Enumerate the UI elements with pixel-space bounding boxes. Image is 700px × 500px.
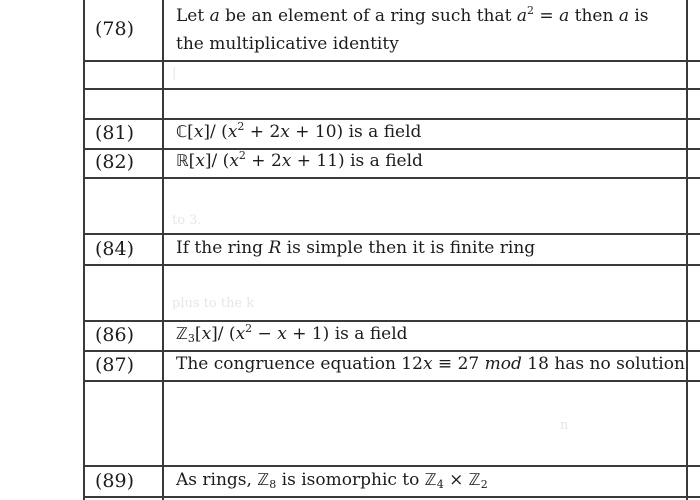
bleed-through-mark: n — [560, 418, 569, 433]
row-divider — [83, 60, 700, 62]
statement-number: (89) — [95, 470, 135, 492]
statement-number: (78) — [95, 18, 135, 40]
table-column-divider — [162, 0, 164, 500]
table-right-border — [686, 0, 688, 500]
statement-number: (86) — [95, 324, 135, 346]
row-divider — [83, 177, 700, 179]
statement-number: (84) — [95, 238, 135, 260]
bleed-through-mark: plus to the k — [172, 296, 255, 311]
statement-text-line: the multiplicative identity — [176, 34, 399, 54]
statement-text: As rings, ℤ$_8$ is isomorphic to ℤ$_4$ × ℤ$_2$ — [176, 470, 488, 491]
statement-number: (87) — [95, 354, 135, 376]
row-divider — [83, 88, 700, 90]
statement-text: If the ring R is simple then it is finite ring — [176, 238, 536, 258]
table-bottom-border — [83, 496, 700, 498]
bleed-through-mark: to 3. — [172, 213, 202, 228]
statement-text: ℝ[x]/ $(x^2 + 2x + 11)$ is a field — [176, 149, 423, 171]
bleed-through-mark: | — [172, 66, 177, 81]
statement-text: ℂ[x]/ $(x^2 + 2x + 10)$ is a field — [176, 120, 422, 142]
table-left-border — [83, 0, 85, 500]
statement-text: ℤ$_3$[x]/ $(x^2 - x + 1)$ is a field — [176, 322, 408, 345]
row-divider — [83, 264, 700, 266]
statement-text: The congruence equation 12x ≡ 27 mod 18 has no solution — [176, 354, 685, 374]
statement-number: (81) — [95, 122, 135, 144]
row-divider — [83, 380, 700, 382]
statement-number: (82) — [95, 151, 135, 173]
statement-text-line: Let a be an element of a ring such that $a^2 = a$ then a is — [176, 4, 649, 26]
